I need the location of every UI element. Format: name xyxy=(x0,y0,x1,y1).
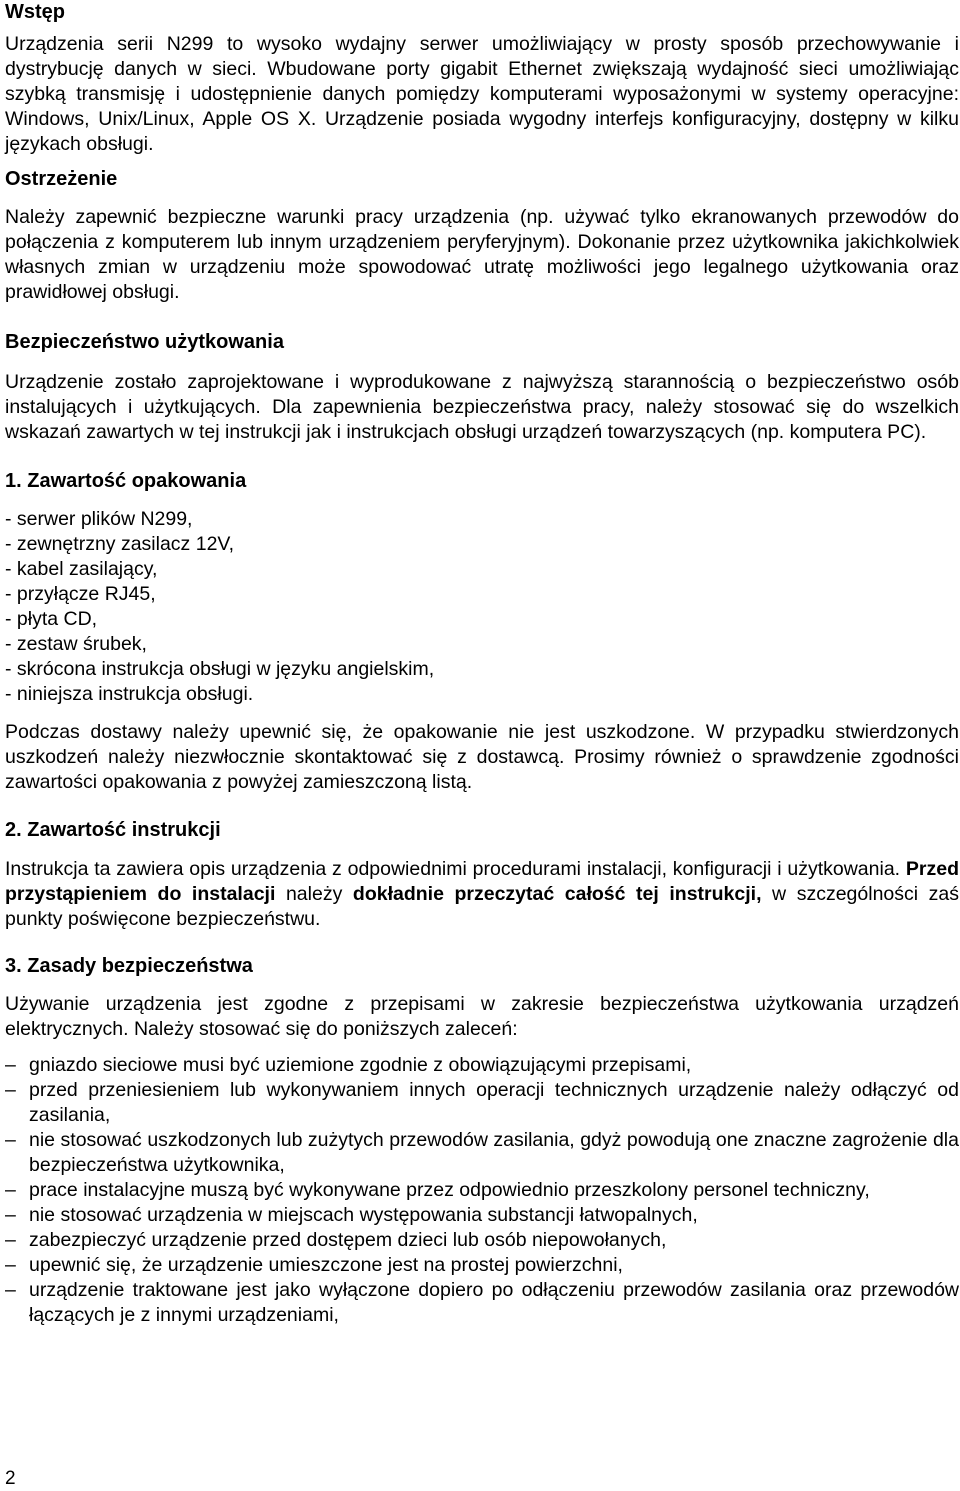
list-item-text: upewnić się, że urządzenie umieszczone jest na prostej powierzchni, xyxy=(29,1254,623,1276)
dash-bullet: – xyxy=(5,1204,16,1226)
list-item: - przyłącze RJ45, xyxy=(5,583,156,605)
list-item xyxy=(5,1128,959,1178)
list-item: - skrócona instrukcja obsługi w języku angielskim, xyxy=(5,658,435,680)
list-item xyxy=(5,1203,959,1228)
section2-bold-2: dokładnie przeczytać całość tej instrukcji, xyxy=(352,883,762,905)
list-item xyxy=(5,1053,959,1078)
list-item-text: zabezpieczyć urządzenie przed dostępem dzieci lub osób niepowołanych, xyxy=(29,1229,667,1251)
warning-paragraph: Należy zapewnić bezpieczne warunki pracy urządzenia (np. używać tylko ekranowanych przewodów do połączenia z komputerem lub innym urządzeniem peryferyjnym). Dokonanie przez użytkownika jakichkolwiek własnych zmian w urządzeniu może spowodować utratę możliwości jego legalnego użytkowania oraz prawidłowej obsługi. xyxy=(5,206,959,303)
list-item: - serwer plików N299, xyxy=(5,508,193,530)
section1-paragraph: Podczas dostawy należy upewnić się, że opakowanie nie jest uszkodzone. W przypadku stwierdzonych uszkodzeń należy niezwłocznie skontaktować się z dostawcą. Prosimy również o sprawdzenie zgodności zawartości opakowania z powyżej zamieszczoną listą. xyxy=(5,721,959,793)
list-item: - niniejsza instrukcja obsługi. xyxy=(5,683,254,705)
list-item-text: urządzenie traktowane jest jako wyłączone dopiero po odłączeniu przewodów zasilania oraz przewodów łączących je z innymi urządzeniami, xyxy=(29,1279,959,1326)
intro-paragraph: Urządzenia serii N299 to wysoko wydajny serwer umożliwiający w prosty sposób przechowywanie i dystrybucję danych w sieci. Wbudowane porty gigabit Ethernet zwiększają wydajność sieci umożliwiając szybką transmisję i udostępnienie danych pomiędzy komputerami wyposażonymi w systemy operacyjne: Windows, Unix/Linux, Apple OS X. Urządzenie posiada wygodny interfejs konfiguracyjny, dostępny w kilku językach obsługi. xyxy=(5,33,959,155)
section2-text-1: Instrukcja ta zawiera opis urządzenia z odpowiednimi procedurami instalacji, konfiguracji i użytkowania. xyxy=(5,858,906,880)
list-item xyxy=(5,1078,959,1128)
list-item-text: nie stosować uszkodzonych lub zużytych przewodów zasilania, gdyż powodują one znaczne zagrożenie dla bezpieczeństwa użytkownika, xyxy=(29,1129,959,1176)
page-number: 2 xyxy=(5,1468,16,1489)
package-contents-list xyxy=(5,507,959,707)
safety-use-heading: Bezpieczeństwo użytkowania xyxy=(5,331,284,353)
section3-heading: 3. Zasady bezpieczeństwa xyxy=(5,955,253,977)
section1-heading: 1. Zawartość opakowania xyxy=(5,470,247,492)
safety-rules-list xyxy=(5,1053,959,1328)
list-item: - płyta CD, xyxy=(5,608,98,630)
dash-bullet: – xyxy=(5,1229,16,1251)
list-item xyxy=(5,1253,959,1278)
list-item-text: nie stosować urządzenia w miejscach występowania substancji łatwopalnych, xyxy=(29,1204,698,1226)
warning-heading: Ostrzeżenie xyxy=(5,168,118,190)
dash-bullet: – xyxy=(5,1179,16,1201)
section2-paragraph xyxy=(5,857,959,932)
section2-bold-1: Przed przystąpieniem do instalacji xyxy=(5,858,959,905)
list-item-text: prace instalacyjne muszą być wykonywane przez odpowiednio przeszkolony personel techniczny, xyxy=(29,1179,870,1201)
list-item: - zewnętrzny zasilacz 12V, xyxy=(5,533,235,555)
intro-heading: Wstęp xyxy=(5,1,65,23)
safety-use-paragraph: Urządzenie zostało zaprojektowane i wyprodukowane z najwyższą starannością o bezpieczeństwo osób instalujących i użytkujących. Dla zapewnienia bezpieczeństwa pracy, należy stosować się do wszelkich wskazań zawartych w tej instrukcji jak i instrukcjach obsługi urządzeń towarzyszących (np. komputera PC). xyxy=(5,371,959,443)
dash-bullet: – xyxy=(5,1254,16,1276)
dash-bullet: – xyxy=(5,1129,16,1151)
dash-bullet: – xyxy=(5,1079,16,1101)
list-item-text: przed przeniesieniem lub wykonywaniem innych operacji technicznych urządzenie należy odłączyć od zasilania, xyxy=(29,1079,959,1126)
document-page xyxy=(5,0,959,1328)
list-item xyxy=(5,1228,959,1253)
section2-text-3: w szczególności zaś punkty poświęcone bezpieczeństwu. xyxy=(5,883,960,930)
list-item xyxy=(5,1278,959,1328)
list-item: - zestaw śrubek, xyxy=(5,633,147,655)
section2-heading: 2. Zawartość instrukcji xyxy=(5,819,221,841)
dash-bullet: – xyxy=(5,1054,16,1076)
section2-text-2: należy xyxy=(275,883,353,905)
list-item-text: gniazdo sieciowe musi być uziemione zgodnie z obowiązującymi przepisami, xyxy=(29,1054,692,1076)
section3-paragraph: Używanie urządzenia jest zgodne z przepisami w zakresie bezpieczeństwa użytkowania urządzeń elektrycznych. Należy stosować się do poniższych zaleceń: xyxy=(5,993,959,1040)
list-item: - kabel zasilający, xyxy=(5,558,158,580)
dash-bullet: – xyxy=(5,1279,16,1301)
list-item xyxy=(5,1178,959,1203)
